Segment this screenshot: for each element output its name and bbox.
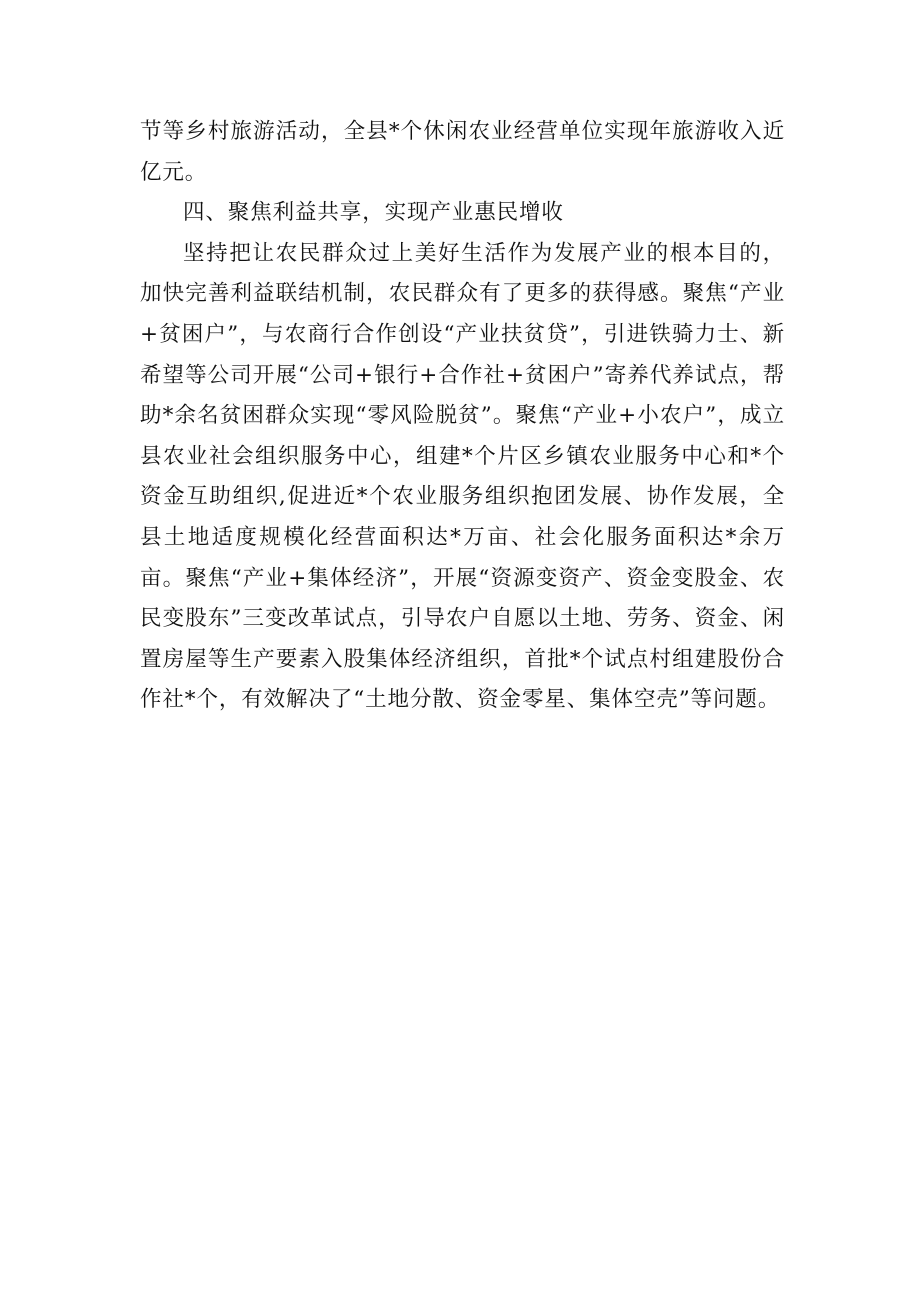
section-heading: 四、聚焦利益共享，实现产业惠民增收 — [183, 200, 564, 226]
document-body — [140, 112, 785, 721]
paragraph-body: 坚持把让农民群众过上美好生活作为发展产业的根本目的，加快完善利益联结机制，农民群众有了更多的获得感。聚焦“产业+贫困户”，与农商行合作创设“产业扶贫贷”，引进铁骑力士、新希望等公司开展“公司+银行+合作社+贫困户”寄养代养试点，帮助*余名贫困群众实现“零风险脱贫”。聚焦“产业+小农户”，成立县农业社会组织服务中心，组建*个片区乡镇农业服务中心和*个资金互助组织,促进近*个农业服务组织抱团发展、协作发展，全县土地适度规模化经营面积达*万亩、社会化服务面积达*余万亩。聚焦“产业+集体经济”，开展“资源变资产、资金变股金、农民变股东”三变改革试点，引导农户自愿以土地、劳务、资金、闲置房屋等生产要素入股集体经济组织，首批*个试点村组建股份合作社*个，有效解决了“土地分散、资金零星、集体空壳”等问题。 — [140, 240, 785, 713]
paragraph-continuation: 节等乡村旅游活动，全县*个休闲农业经营单位实现年旅游收入近亿元。 — [140, 119, 785, 185]
